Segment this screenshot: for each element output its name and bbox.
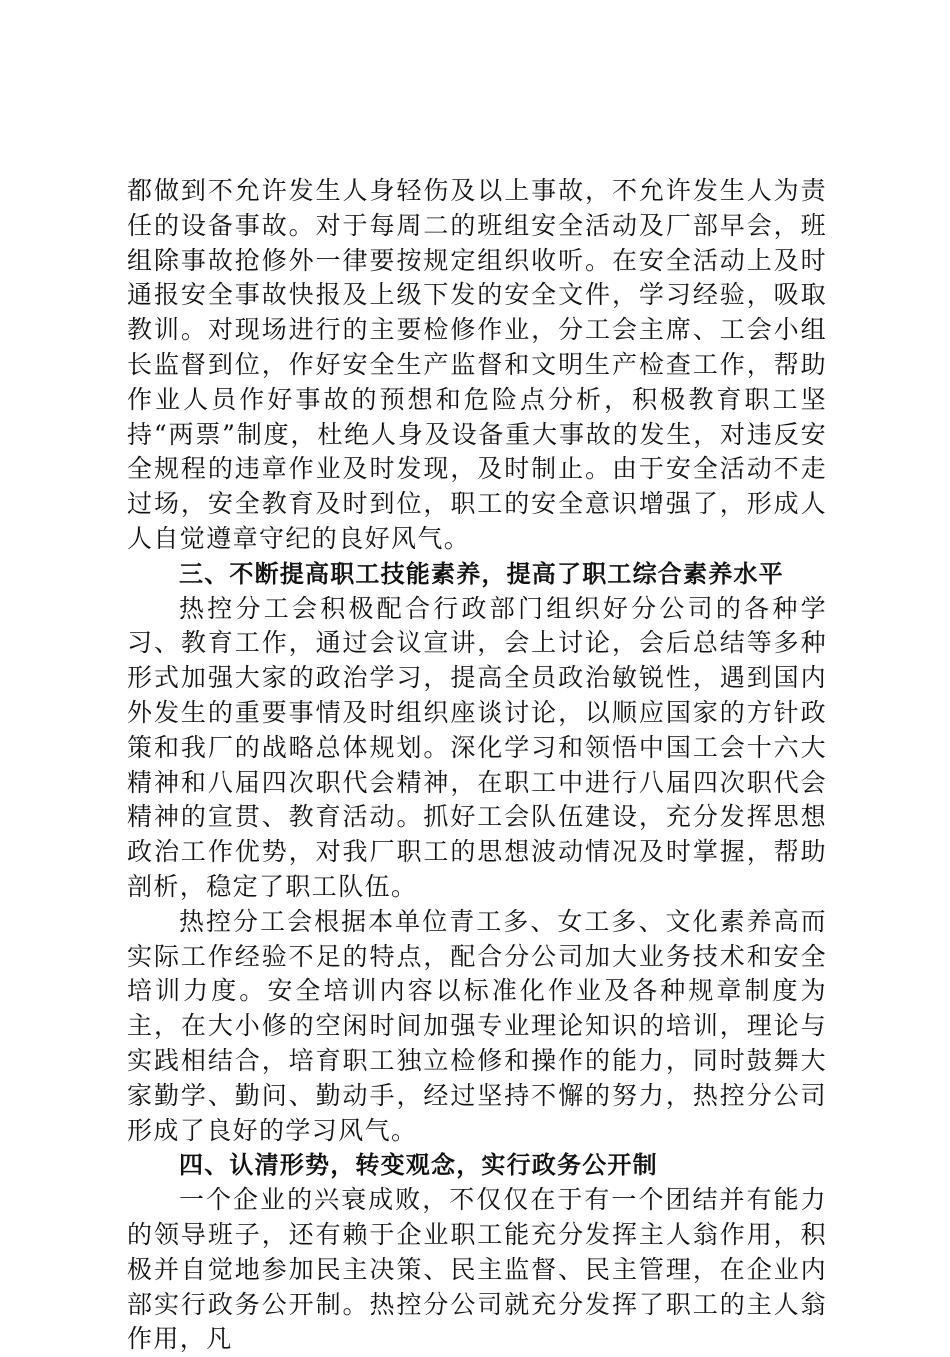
paragraph-safety-continued: 都做到不允许发生人身轻伤及以上事故，不允许发生人为责任的设备事故。对于每周二的班组安全活动及厂部早会，班组除事故抢修外一律要按规定组织收听。在安全活动上及时通报安全事故快报及上级下发的安全文件，学习经验，吸取教训。对现场进行的主要检修作业，分工会主席、工会小组长监督到位，作好安全生产监督和文明生产检查工作，帮助作业人员作好事故的预想和危险点分析，积极教育职工坚持“两票”制度，杜绝人身及设备重大事故的发生，对违反安全规程的违章作业及时发现，及时制止。由于安全活动不走过场，安全教育及时到位，职工的安全意识增强了，形成人人自觉遵章守纪的良好风气。 (127, 176, 827, 553)
section-heading-3: 三、不断提高职工技能素养，提高了职工综合素养水平 (179, 559, 784, 588)
paragraph-skills-training: 热控分工会根据本单位青工多、女工多、文化素养高而实际工作经验不足的特点，配合分公司加大业务技术和安全培训力度。安全培训内容以标准化作业及各种规章制度为主，在大小修的空闲时间加强专业理论知识的培训，理论与实践相结合，培育职工独立检修和操作的能力，同时鼓舞大家勤学、勤问、勤动手，经过坚持不懈的努力，热控分公司形成了良好的学习风气。 (127, 906, 827, 1145)
document-body (127, 174, 827, 1357)
paragraph-open-affairs: 一个企业的兴衰成败，不仅仅在于有一个团结并有能力的领导班子，还有赖于企业职工能充分发挥主人翁作用，积极并自觉地参加民主决策、民主监督、民主管理，在企业内部实行政务公开制。热控分公司就充分发挥了职工的主人翁作用，凡 (127, 1185, 827, 1354)
paragraph-political-study: 热控分工会积极配合行政部门组织好分公司的各种学习、教育工作，通过会议宣讲，会上讨论，会后总结等多种形式加强大家的政治学习，提高全员政治敏锐性，遇到国内外发生的重要事情及时组织座谈讨论，以顺应国家的方针政策和我厂的战略总体规划。深化学习和领悟中国工会十六大精神和八届四次职代会精神，在职工中进行八届四次职代会精神的宣贯、教育活动。抓好工会队伍建设，充分发挥思想政治工作优势，对我厂职工的思想波动情况及时掌握，帮助剖析，稳定了职工队伍。 (127, 593, 827, 901)
section-heading-4: 四、认清形势，转变观念，实行政务公开制 (179, 1151, 658, 1180)
